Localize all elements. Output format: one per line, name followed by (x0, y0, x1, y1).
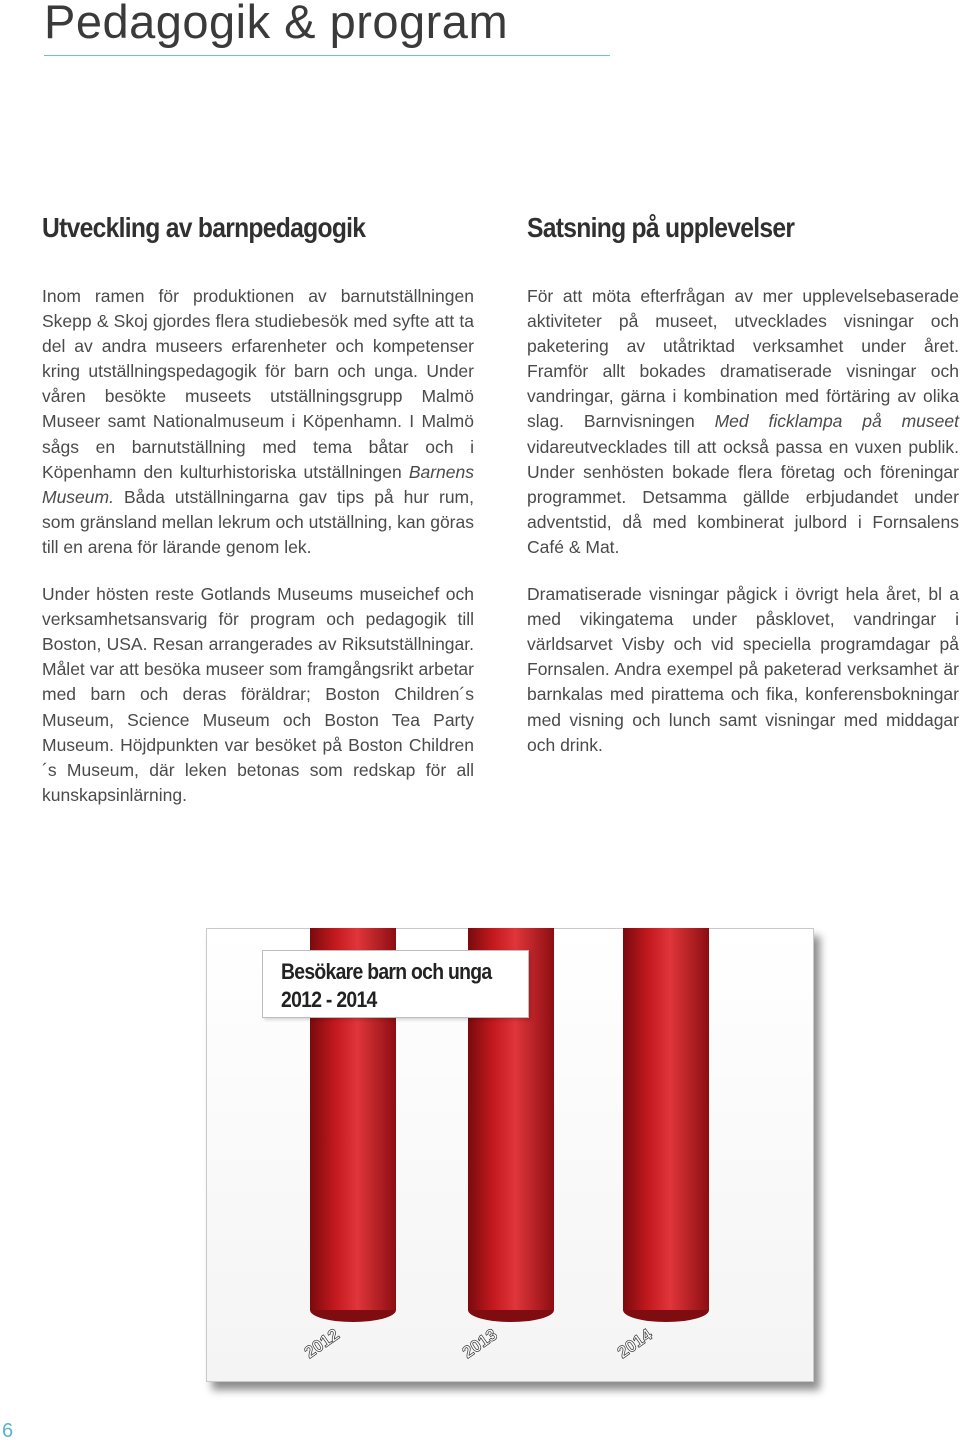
category-label: 2013 (458, 1324, 501, 1363)
left-p1-text-a: Inom ramen för produktionen av barnutställningen Skepp & Skoj gjordes flera studiebesök med syfte att ta del av andra museers erfarenheter och kompetenser kring utställningspedagogik för barn och unga. Under våren besökte museets utställningsgrupp Malmö Museer samt Nationalmuseum i Köpenhamn. I Malmö sågs en barnutställning med tema båtar och i Köpenhamn den kulturhistoriska utställningen (42, 286, 474, 482)
right-paragraph-2: Dramatiserade visningar pågick i övrigt hela året, bl a med vikingatema under påsklovet, vandringar i världsarvet Visby och vid speciella programdagar på Fornsalen. Andra exempel på paketerad verksamhet är barnkalas med pirattema och fika, konferensbokningar med visning och lunch samt visningar med middagar och drink. (527, 584, 959, 755)
bar-body (623, 928, 709, 1310)
title-rule (44, 55, 610, 56)
right-column (527, 212, 959, 780)
chart-subtitle: 2012 - 2014 (281, 987, 377, 1012)
right-paragraph-1 (527, 284, 959, 560)
bar-2014 (623, 928, 709, 1322)
left-paragraph-1 (42, 284, 474, 560)
right-heading: Satsning på upplevelser (527, 212, 795, 243)
chart-title: Besökare barn och unga (281, 959, 492, 984)
right-p1-text-b: vidareutvecklades till att också passa en vuxen publik. Under senhösten bokade flera företag och föreningar programmet. Detsamma gällde erbjudandet under adventstid, då med kombinerat julbord i Fornsalens Café & Mat. (527, 436, 959, 557)
category-label: 2012 (300, 1324, 343, 1363)
page-title: Pedagogik & program (44, 0, 509, 48)
category-label: 2014 (613, 1324, 656, 1363)
left-p1-text-b: Båda utställningarna gav tips på hur rum, som gränsland mellan lekrum och utställning, kan göras till en arena för lärande genom lek. (42, 486, 474, 557)
left-paragraph-2: Under hösten reste Gotlands Museums museichef och verksamhetsansvarig för program och pedagogik till Boston, USA. Resan arrangerades av Riksutställningar. Målet var att besöka museer som framgångsrikt arbetar med barn och deras föräldrar; Boston Children´s Museum, Science Museum och Boston Tea Party Museum. Höjdpunkten var besöket på Boston Children´s Museum, där leken betonas som redskap för all kunskapsinlärning. (42, 584, 474, 805)
left-p1-italic: Barnens Museum. (42, 461, 474, 507)
left-heading: Utveckling av barnpedagogik (42, 212, 366, 243)
right-p1-italic: Med ficklampa på museet (714, 411, 959, 432)
right-p1-text-a: För att möta efterfrågan av mer upplevelsebaserade aktiviteter på museet, utvecklades visningar och paketering av utåtriktad verksamhet under året. Framför allt bokades dramatiserade visningar och vandringar, gärna i kombination med förtäring av olika slag. Barnvisningen (527, 286, 959, 432)
chart-title-box (262, 950, 529, 1018)
left-column (42, 212, 474, 830)
page-number: 6 (2, 1420, 14, 1442)
